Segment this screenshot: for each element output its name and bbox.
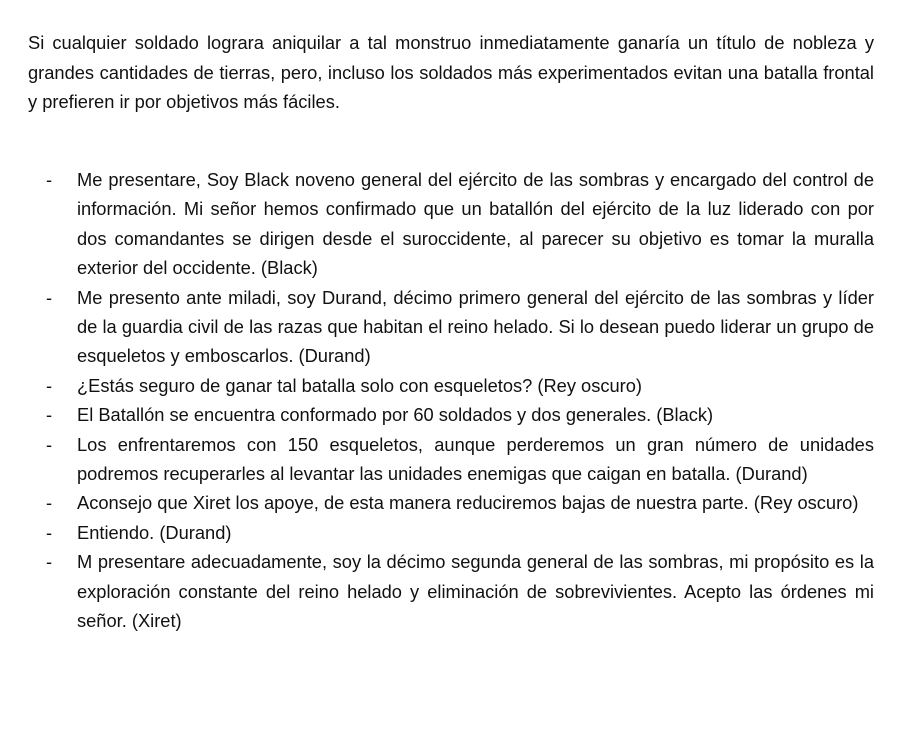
dialogue-item — [0, 518, 874, 547]
dialogue-text: Los enfrentaremos con 150 esqueletos, aunque perderemos un gran número de unidades podremos recuperarles al levantar las unidades enemigas que caigan en batalla. (Durand) — [77, 433, 874, 485]
dialogue-item — [0, 400, 874, 429]
dialogue-item — [0, 371, 874, 400]
dialogue-text: Me presento ante miladi, soy Durand, décimo primero general del ejército de las sombras y líder de la guardia civil de las razas que habitan el reino helado. Si lo desean puedo liderar un grupo de esqueletos y emboscarlos. (Durand) — [77, 286, 874, 367]
dialogue-text: Aconsejo que Xiret los apoye, de esta manera reduciremos bajas de nuestra parte. (Rey oscuro) — [77, 492, 859, 514]
dialogue-text: Entiendo. (Durand) — [77, 521, 232, 543]
bullet-dash: - — [46, 374, 53, 396]
bullet-dash: - — [46, 286, 53, 308]
dialogue-text: El Batallón se encuentra conformado por 60 soldados y dos generales. (Black) — [77, 404, 714, 426]
dialogue-item — [0, 165, 874, 283]
bullet-dash: - — [46, 404, 53, 426]
bullet-dash: - — [46, 492, 53, 514]
intro-paragraph: Si cualquier soldado lograra aniquilar a tal monstruo inmediatamente ganaría un título de nobleza y grandes cantidades de tierras, pero, incluso los soldados más experimentados evitan una batalla frontal y prefieren ir por objetivos más fáciles. — [28, 32, 874, 112]
dialogue-text: M presentare adecuadamente, soy la décimo segunda general de las sombras, mi propósito es la exploración constante del reino helado y eliminación de sobrevivientes. Acepto las órdenes mi señor. (Xiret) — [77, 551, 874, 632]
dialogue-text: Me presentare, Soy Black noveno general del ejército de las sombras y encargado del control de información. Mi señor hemos confirmado que un batallón del ejército de la luz liderado con por dos comandantes se dirigen desde el suroccidente, al parecer su objetivo es tomar la muralla exterior del occidente. (Black) — [77, 169, 874, 279]
dialogue-item — [0, 430, 874, 489]
dialogue-text: ¿Estás seguro de ganar tal batalla solo con esqueletos? (Rey oscuro) — [77, 374, 643, 396]
bullet-dash: - — [46, 551, 53, 573]
bullet-dash: - — [46, 521, 53, 543]
bullet-dash: - — [46, 169, 53, 190]
dialogue-item — [0, 547, 874, 635]
dialogue-item — [0, 488, 874, 517]
bullet-dash: - — [46, 433, 53, 455]
dialogue-list — [0, 165, 911, 636]
dialogue-item — [0, 283, 874, 371]
